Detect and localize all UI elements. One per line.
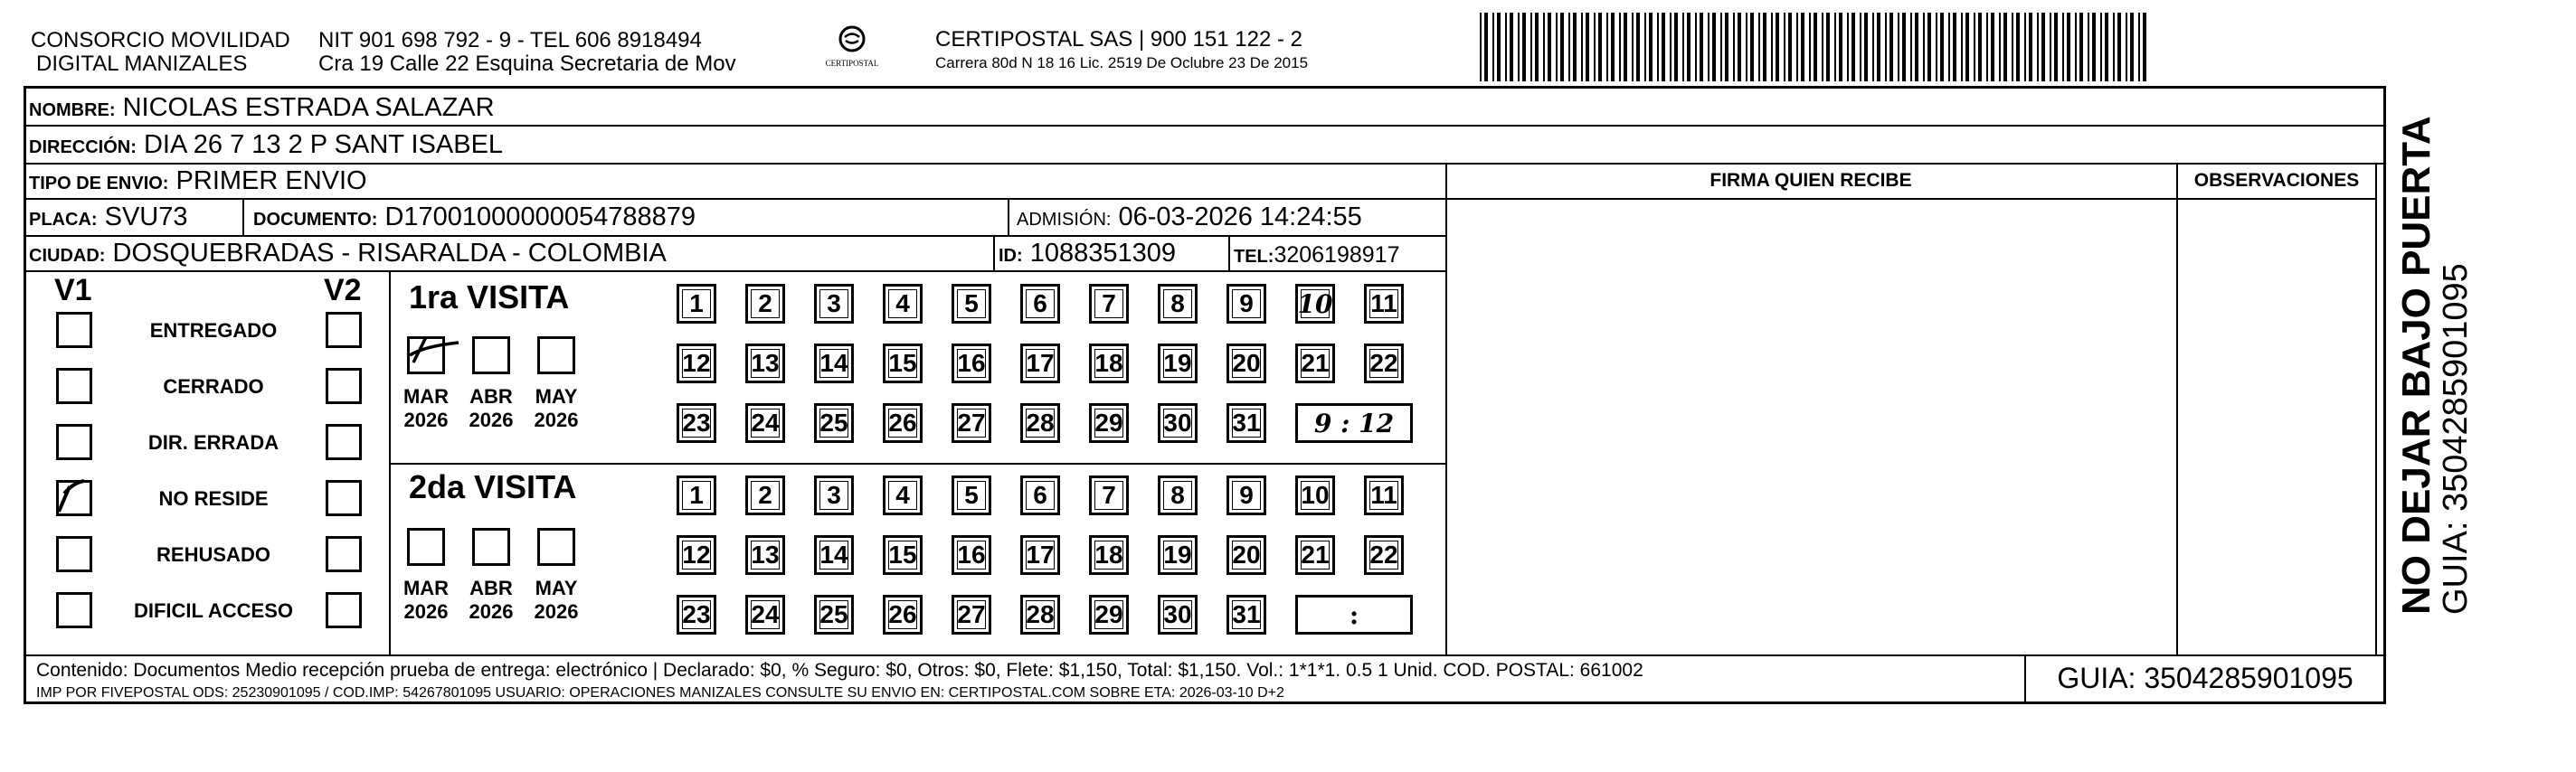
- day-number: 30: [1163, 409, 1192, 437]
- month-year: 2026: [469, 409, 514, 431]
- day-number: 15: [888, 541, 917, 569]
- month-name: ABR: [469, 577, 513, 599]
- first-day-4[interactable]: [883, 284, 923, 324]
- first-day-1[interactable]: [677, 284, 716, 324]
- divider: [24, 654, 2386, 656]
- status-label: ENTREGADO: [149, 319, 278, 342]
- second-day-16[interactable]: [952, 535, 991, 575]
- admision-field: [1017, 202, 1362, 234]
- first-day-2[interactable]: [745, 284, 785, 324]
- day-number: 11: [1370, 481, 1397, 509]
- admision-value: 06-03-2026 14:24:55: [1118, 202, 1362, 231]
- second-visit-label: 2da VISITA: [409, 468, 577, 505]
- divider: [389, 463, 1445, 465]
- second-time-box[interactable]: :: [1295, 595, 1413, 635]
- first-day-22[interactable]: [1364, 344, 1404, 383]
- second-day-7[interactable]: [1089, 475, 1129, 515]
- day-number: 5: [964, 481, 979, 509]
- day-number: 16: [957, 541, 986, 569]
- day-number: 8: [1170, 289, 1185, 317]
- certipostal-line: CERTIPOSTAL SAS | 900 151 122 - 2: [935, 27, 1302, 52]
- status-label: NO RESIDE: [158, 487, 269, 510]
- day-number: 18: [1094, 541, 1123, 569]
- second-day-6[interactable]: [1020, 475, 1060, 515]
- day-number: 29: [1094, 600, 1123, 628]
- first-day-20[interactable]: [1226, 344, 1266, 383]
- id-label: ID:: [999, 246, 1023, 266]
- tel-value: 3206198917: [1274, 242, 1400, 268]
- first-day-30[interactable]: [1158, 403, 1198, 443]
- check-mark-icon: [55, 474, 91, 517]
- day-number: 29: [1094, 409, 1123, 437]
- first-day-21[interactable]: [1295, 344, 1335, 383]
- first-month-checkbox-mar[interactable]: [407, 336, 445, 374]
- documento-field: [253, 202, 696, 234]
- v2-checkbox-dir-errada[interactable]: [326, 424, 362, 460]
- first-day-10[interactable]: [1295, 284, 1335, 324]
- day-number: 31: [1232, 409, 1261, 437]
- v1-checkbox-dificil-acceso[interactable]: [56, 592, 92, 628]
- month-name: MAY: [535, 577, 578, 599]
- direccion-value: DIA 26 7 13 2 P SANT ISABEL: [143, 130, 504, 159]
- day-number: 4: [895, 481, 910, 509]
- first-day-13[interactable]: [745, 344, 785, 383]
- status-label: DIR. ERRADA: [147, 431, 279, 454]
- logo-text: CERTIPOSTAL: [825, 59, 879, 68]
- month-name: MAY: [535, 385, 578, 408]
- second-day-29[interactable]: [1089, 595, 1129, 635]
- divider: [24, 235, 1446, 237]
- first-month-checkbox-may[interactable]: [537, 336, 575, 374]
- day-number: 6: [1033, 481, 1047, 509]
- day-number: 25: [819, 409, 848, 437]
- day-number: 20: [1232, 349, 1261, 377]
- second-day-17[interactable]: [1020, 535, 1060, 575]
- first-day-31[interactable]: [1226, 403, 1266, 443]
- second-month-label: [459, 577, 523, 624]
- placa-value: SVU73: [104, 202, 188, 231]
- month-year: 2026: [403, 409, 449, 431]
- documento-label: DOCUMENTO:: [253, 210, 378, 230]
- first-day-24[interactable]: [745, 403, 785, 443]
- divider: [242, 198, 244, 235]
- month-year: 2026: [403, 600, 449, 623]
- side-guia: GUIA: 3504285901095: [2437, 263, 2475, 615]
- month-name: ABR: [469, 385, 513, 408]
- second-day-11[interactable]: [1364, 475, 1404, 515]
- day-number: 6: [1033, 289, 1047, 317]
- day-number: 28: [1026, 600, 1055, 628]
- day-number: 27: [957, 600, 986, 628]
- tipo-label: TIPO DE ENVIO:: [29, 174, 169, 193]
- nombre-field: [29, 93, 495, 125]
- day-number: 7: [1102, 289, 1116, 317]
- imp-text: IMP POR FIVEPOSTAL ODS: 25230901095 / COD.IMP: 54267801095 USUARIO: OPERACIONES MANIZALES CONSULTE SU ENVIO EN: CERTIPOSTAL.COM SOBRE ETA: 2026-03-10 D+2: [36, 685, 1284, 701]
- first-day-8[interactable]: [1158, 284, 1198, 324]
- day-number: 24: [751, 409, 780, 437]
- tipo-value: PRIMER ENVIO: [175, 166, 367, 195]
- day-number: 21: [1301, 349, 1330, 377]
- day-number: 27: [957, 409, 986, 437]
- first-day-11[interactable]: [1364, 284, 1404, 324]
- second-day-26[interactable]: [883, 595, 923, 635]
- first-day-12[interactable]: [677, 344, 716, 383]
- first-day-27[interactable]: [952, 403, 991, 443]
- month-name: MAR: [402, 577, 450, 599]
- day-number: 30: [1163, 600, 1192, 628]
- first-day-9[interactable]: [1226, 284, 1266, 324]
- divider: [1008, 198, 1009, 235]
- day-number: 3: [827, 481, 841, 509]
- first-day-28[interactable]: [1020, 403, 1060, 443]
- admision-label: ADMISIÓN:: [1017, 210, 1112, 230]
- day-number: 23: [682, 600, 711, 628]
- second-day-27[interactable]: [952, 595, 991, 635]
- day-number: 13: [751, 541, 780, 569]
- first-day-17[interactable]: [1020, 344, 1060, 383]
- first-day-25[interactable]: [814, 403, 854, 443]
- v2-checkbox-dificil-acceso[interactable]: [326, 592, 362, 628]
- day-number: 7: [1102, 481, 1116, 509]
- placa-label: PLACA:: [29, 210, 98, 230]
- placa-field: [29, 202, 188, 234]
- month-name: MAR: [402, 385, 450, 408]
- second-day-20[interactable]: [1226, 535, 1266, 575]
- day-number: 28: [1026, 409, 1055, 437]
- v2-label: V2: [324, 273, 362, 307]
- second-day-15[interactable]: [883, 535, 923, 575]
- divider: [2375, 163, 2377, 654]
- first-day-3[interactable]: [814, 284, 854, 324]
- second-day-8[interactable]: [1158, 475, 1198, 515]
- v1-checkbox-entregado[interactable]: [56, 312, 92, 348]
- second-day-5[interactable]: [952, 475, 991, 515]
- second-day-21[interactable]: [1295, 535, 1335, 575]
- firma-label: FIRMA QUIEN RECIBE: [1709, 170, 1912, 191]
- id-field: [999, 239, 1176, 270]
- divider: [1445, 163, 1447, 654]
- first-month-checkbox-abr[interactable]: [472, 336, 510, 374]
- barcode-icon: [1480, 13, 2155, 81]
- observaciones-label: OBSERVACIONES: [2193, 170, 2360, 191]
- day-number: 10: [1301, 481, 1330, 509]
- second-day-1[interactable]: [677, 475, 716, 515]
- status-label: REHUSADO: [156, 543, 270, 566]
- second-day-9[interactable]: [1226, 475, 1266, 515]
- second-month-checkbox-mar[interactable]: [407, 528, 445, 566]
- day-number: 16: [957, 349, 986, 377]
- day-number: 9: [1239, 289, 1254, 317]
- contenido-text: Contenido: Documentos Medio recepción prueba de entrega: electrónico | Declarado: $0, % Seguro: $0, Otros: $0, Flete: $1,150, Total: $1,150. Vol.: 1*1*1. 0.5 1 Unid. COD. POSTAL: 661002: [36, 660, 1643, 681]
- day-number: 25: [819, 600, 848, 628]
- day-number: 26: [888, 409, 917, 437]
- tel-label: TEL:: [1234, 247, 1274, 267]
- first-day-6[interactable]: [1020, 284, 1060, 324]
- first-day-15[interactable]: [883, 344, 923, 383]
- second-day-12[interactable]: [677, 535, 716, 575]
- second-day-31[interactable]: [1226, 595, 1266, 635]
- day-number: 10: [1297, 288, 1333, 319]
- second-day-19[interactable]: [1158, 535, 1198, 575]
- v2-checkbox-cerrado[interactable]: [326, 368, 362, 404]
- second-month-checkbox-may[interactable]: [537, 528, 575, 566]
- v1-checkbox-dir-errada[interactable]: [56, 424, 92, 460]
- day-number: 17: [1026, 541, 1055, 569]
- second-month-label: [394, 577, 458, 624]
- first-time-box[interactable]: 9 : 12: [1295, 403, 1413, 443]
- day-number: 15: [888, 349, 917, 377]
- second-day-4[interactable]: [883, 475, 923, 515]
- direccion-label: DIRECCIÓN:: [29, 137, 137, 157]
- company-line1: CONSORCIO MOVILIDAD: [31, 28, 290, 52]
- day-number: 12: [682, 541, 711, 569]
- day-number: 23: [682, 409, 711, 437]
- first-day-29[interactable]: [1089, 403, 1129, 443]
- day-number: 21: [1301, 541, 1330, 569]
- v1-checkbox-no-reside[interactable]: [56, 480, 92, 516]
- divider: [1228, 235, 1230, 270]
- second-day-18[interactable]: [1089, 535, 1129, 575]
- day-number: 22: [1369, 349, 1398, 377]
- day-number: 12: [682, 349, 711, 377]
- first-day-7[interactable]: [1089, 284, 1129, 324]
- v1-checkbox-cerrado[interactable]: [56, 368, 92, 404]
- second-day-10[interactable]: [1295, 475, 1335, 515]
- nombre-label: NOMBRE:: [29, 100, 116, 120]
- divider: [993, 235, 995, 270]
- day-number: 18: [1094, 349, 1123, 377]
- status-label: CERRADO: [163, 375, 264, 398]
- day-number: 13: [751, 349, 780, 377]
- second-day-13[interactable]: [745, 535, 785, 575]
- company-line2: DIGITAL MANIZALES: [36, 52, 248, 76]
- tel-field: [1234, 240, 1399, 271]
- v2-checkbox-no-reside[interactable]: [326, 480, 362, 516]
- certipostal-info: [935, 27, 1308, 72]
- no-dejar-bajo-puerta: NO DEJAR BAJO PUERTA: [2394, 116, 2439, 615]
- day-number: 2: [758, 289, 772, 317]
- status-label: DIFICIL ACCESO: [133, 599, 293, 622]
- first-month-label: [525, 385, 588, 432]
- v2-checkbox-rehusado[interactable]: [326, 536, 362, 572]
- day-number: 9: [1239, 481, 1254, 509]
- first-month-label: [394, 385, 458, 432]
- day-number: 22: [1369, 541, 1398, 569]
- day-number: 24: [751, 600, 780, 628]
- second-day-3[interactable]: [814, 475, 854, 515]
- day-number: 1: [689, 289, 704, 317]
- day-number: 5: [964, 289, 979, 317]
- month-year: 2026: [534, 409, 579, 431]
- day-number: 17: [1026, 349, 1055, 377]
- side-notice: [2395, 116, 2473, 615]
- second-day-2[interactable]: [745, 475, 785, 515]
- second-day-14[interactable]: [814, 535, 854, 575]
- tipo-envio-field: [29, 166, 367, 198]
- first-month-label: [459, 385, 523, 432]
- v1-checkbox-rehusado[interactable]: [56, 536, 92, 572]
- first-day-16[interactable]: [952, 344, 991, 383]
- day-number: 26: [888, 600, 917, 628]
- day-number: 8: [1170, 481, 1185, 509]
- second-month-checkbox-abr[interactable]: [472, 528, 510, 566]
- ciudad-value: DOSQUEBRADAS - RISARALDA - COLOMBIA: [112, 239, 667, 268]
- divider: [24, 163, 2386, 165]
- second-day-28[interactable]: [1020, 595, 1060, 635]
- certipostal-address: Carrera 80d N 18 16 Lic. 2519 De Oclubre 23 De 2015: [935, 54, 1309, 71]
- first-day-19[interactable]: [1158, 344, 1198, 383]
- month-year: 2026: [534, 600, 579, 623]
- divider: [24, 198, 1446, 200]
- day-number: 3: [827, 289, 841, 317]
- second-day-24[interactable]: [745, 595, 785, 635]
- divider: [1445, 198, 2377, 200]
- address-line: Cra 19 Calle 22 Esquina Secretaria de Mov: [318, 52, 736, 76]
- first-visit-label: 1ra VISITA: [409, 278, 570, 315]
- first-day-18[interactable]: [1089, 344, 1129, 383]
- company-name: [31, 29, 290, 76]
- documento-value: D17001000000054788879: [384, 202, 696, 231]
- first-day-23[interactable]: [677, 403, 716, 443]
- second-day-23[interactable]: [677, 595, 716, 635]
- second-day-22[interactable]: [1364, 535, 1404, 575]
- certipostal-logo-icon: [837, 24, 867, 54]
- day-number: 14: [819, 541, 848, 569]
- v1-label: V1: [54, 273, 92, 307]
- footer-guia: GUIA: 3504285901095: [2057, 662, 2353, 694]
- divider: [2176, 163, 2178, 654]
- day-number: 19: [1163, 349, 1192, 377]
- id-value: 1088351309: [1029, 239, 1177, 268]
- ciudad-label: CIUDAD:: [29, 246, 106, 266]
- day-number: 2: [758, 481, 772, 509]
- company-contact: [318, 29, 736, 76]
- nit-line: NIT 901 698 792 - 9 - TEL 606 8918494: [318, 28, 702, 52]
- v2-checkbox-entregado[interactable]: [326, 312, 362, 348]
- month-year: 2026: [469, 600, 514, 623]
- day-number: 4: [895, 289, 910, 317]
- check-mark-icon: [406, 328, 460, 373]
- second-day-30[interactable]: [1158, 595, 1198, 635]
- nombre-value: NICOLAS ESTRADA SALAZAR: [122, 93, 495, 122]
- day-number: 11: [1370, 289, 1397, 317]
- second-day-25[interactable]: [814, 595, 854, 635]
- first-day-26[interactable]: [883, 403, 923, 443]
- second-month-label: [525, 577, 588, 624]
- first-day-14[interactable]: [814, 344, 854, 383]
- day-number: 20: [1232, 541, 1261, 569]
- day-number: 14: [819, 349, 848, 377]
- divider: [24, 125, 2386, 127]
- ciudad-field: [29, 239, 667, 270]
- day-number: 19: [1163, 541, 1192, 569]
- day-number: 1: [689, 481, 704, 509]
- first-day-5[interactable]: [952, 284, 991, 324]
- certipostal-logo: [816, 24, 888, 68]
- direccion-field: [29, 130, 503, 162]
- day-number: 31: [1232, 600, 1261, 628]
